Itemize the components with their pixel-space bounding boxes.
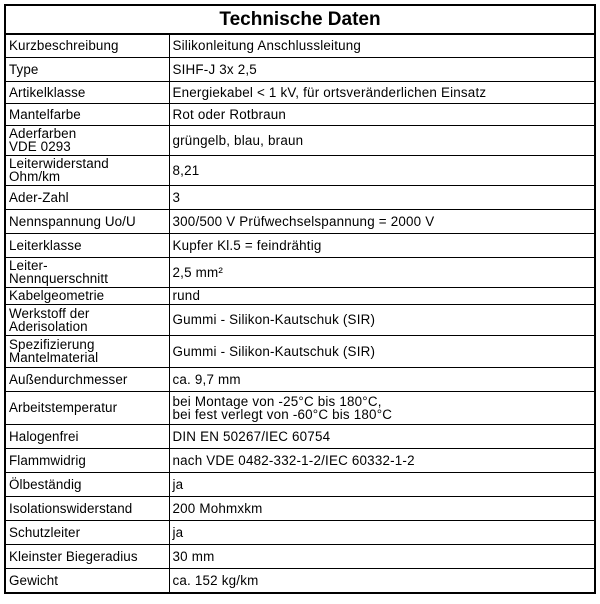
spec-label: Arbeitstemperatur	[6, 391, 169, 424]
spec-row	[6, 304, 594, 335]
spec-value: DIN EN 50267/IEC 60754	[169, 424, 594, 448]
spec-value: rund	[169, 287, 594, 304]
spec-label: Leiter- Nennquerschnitt	[6, 257, 169, 287]
spec-label: Kleinster Biegeradius	[6, 544, 169, 568]
technical-data-sheet	[4, 4, 596, 594]
spec-row	[6, 209, 594, 233]
spec-value: grüngelb, blau, braun	[169, 125, 594, 155]
spec-label: Leiterwiderstand Ohm/km	[6, 155, 169, 185]
spec-row	[6, 544, 594, 568]
spec-row	[6, 367, 594, 391]
spec-label: Kabelgeometrie	[6, 287, 169, 304]
spec-row	[6, 57, 594, 81]
spec-value: Gummi - Silikon-Kautschuk (SIR)	[169, 304, 594, 335]
spec-value: SIHF-J 3x 2,5	[169, 57, 594, 81]
spec-value: 30 mm	[169, 544, 594, 568]
spec-row	[6, 520, 594, 544]
spec-value: Gummi - Silikon-Kautschuk (SIR)	[169, 335, 594, 367]
spec-label: Aderfarben VDE 0293	[6, 125, 169, 155]
spec-value: ja	[169, 520, 594, 544]
spec-value: 2,5 mm²	[169, 257, 594, 287]
spec-value: ja	[169, 472, 594, 496]
spec-label: Ölbeständig	[6, 472, 169, 496]
spec-value: Energiekabel < 1 kV, für ortsveränderlichen Einsatz	[169, 81, 594, 103]
spec-row	[6, 472, 594, 496]
spec-row	[6, 81, 594, 103]
spec-label: Außendurchmesser	[6, 367, 169, 391]
spec-row	[6, 35, 594, 57]
spec-label: Ader-Zahl	[6, 185, 169, 209]
spec-row	[6, 287, 594, 304]
spec-row	[6, 335, 594, 367]
spec-value: 3	[169, 185, 594, 209]
spec-row	[6, 103, 594, 125]
spec-label: Leiterklasse	[6, 233, 169, 257]
spec-row	[6, 496, 594, 520]
sheet-title: Technische Daten	[6, 6, 594, 35]
spec-value: ca. 152 kg/km	[169, 568, 594, 592]
spec-value: Kupfer Kl.5 = feindrähtig	[169, 233, 594, 257]
spec-label: Mantelfarbe	[6, 103, 169, 125]
spec-label: Gewicht	[6, 568, 169, 592]
spec-label: Halogenfrei	[6, 424, 169, 448]
spec-row	[6, 185, 594, 209]
spec-label: Nennspannung Uo/U	[6, 209, 169, 233]
specs-table-body	[6, 35, 594, 592]
spec-label: Werkstoff der Aderisolation	[6, 304, 169, 335]
spec-row	[6, 424, 594, 448]
spec-value: nach VDE 0482-332-1-2/IEC 60332-1-2	[169, 448, 594, 472]
spec-row	[6, 155, 594, 185]
spec-value: Silikonleitung Anschlussleitung	[169, 35, 594, 57]
spec-label: Artikelklasse	[6, 81, 169, 103]
specs-table	[6, 35, 594, 592]
spec-value: bei Montage von -25°C bis 180°C, bei fest verlegt von -60°C bis 180°C	[169, 391, 594, 424]
spec-row	[6, 391, 594, 424]
spec-value: 200 Mohmxkm	[169, 496, 594, 520]
spec-label: Isolationswiderstand	[6, 496, 169, 520]
spec-label: Kurzbeschreibung	[6, 35, 169, 57]
spec-row	[6, 568, 594, 592]
spec-row	[6, 233, 594, 257]
spec-label: Schutzleiter	[6, 520, 169, 544]
spec-row	[6, 257, 594, 287]
spec-label: Flammwidrig	[6, 448, 169, 472]
spec-label: Type	[6, 57, 169, 81]
spec-value: 8,21	[169, 155, 594, 185]
spec-value: ca. 9,7 mm	[169, 367, 594, 391]
spec-row	[6, 448, 594, 472]
spec-value: 300/500 V Prüfwechselspannung = 2000 V	[169, 209, 594, 233]
spec-row	[6, 125, 594, 155]
spec-label: Spezifizierung Mantelmaterial	[6, 335, 169, 367]
spec-value: Rot oder Rotbraun	[169, 103, 594, 125]
